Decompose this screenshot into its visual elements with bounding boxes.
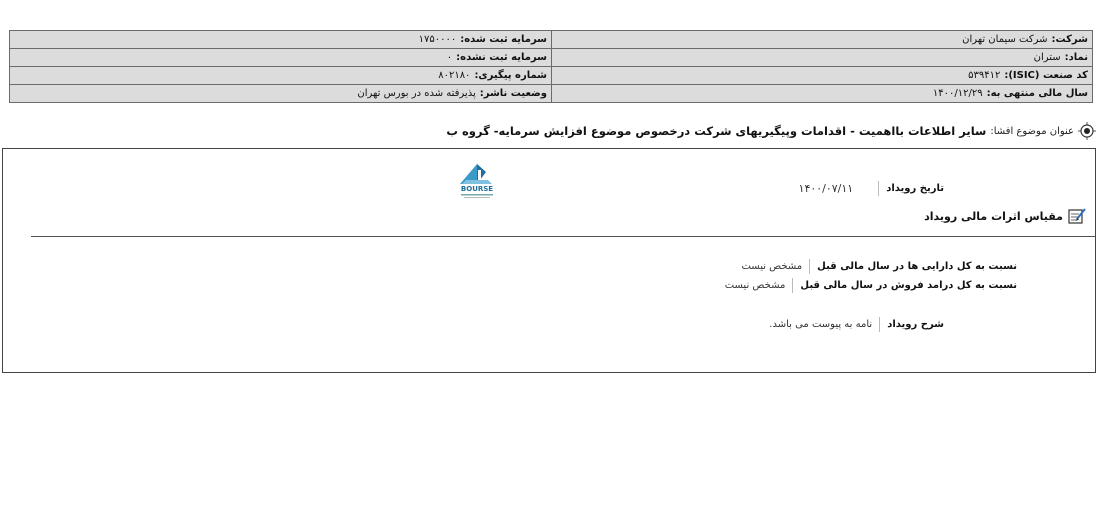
registered-capital-value: ۱۷۵۰۰۰۰ xyxy=(418,34,457,45)
event-description-label: شرح رویداد xyxy=(887,319,944,330)
isic-label: کد صنعت (ISIC): xyxy=(1004,70,1088,81)
revenue-ratio-row xyxy=(725,278,1017,293)
event-panel xyxy=(2,148,1096,373)
isic-value: ۵۳۹۴۱۲ xyxy=(968,70,1001,81)
revenue-ratio-value: مشخص نیست xyxy=(724,280,786,291)
divider xyxy=(792,278,793,293)
registered-capital-cell xyxy=(10,31,552,49)
section-divider xyxy=(31,236,1095,237)
event-date-label: تاریخ رویداد xyxy=(886,183,944,194)
revenue-ratio-label: نسبت به کل درامد فروش در سال مالی قبل xyxy=(800,280,1017,291)
event-description-row xyxy=(769,317,944,332)
info-row xyxy=(10,85,1093,103)
target-bullet-icon xyxy=(1078,122,1096,140)
fiscal-year-value: ۱۴۰۰/۱۲/۲۹ xyxy=(932,88,983,99)
isic-cell xyxy=(552,67,1093,85)
divider xyxy=(879,317,880,332)
assets-ratio-row xyxy=(741,259,1017,274)
tracking-label: شماره پیگیری: xyxy=(474,70,547,81)
disclosure-subject xyxy=(446,122,1096,140)
symbol-value: ستران xyxy=(1033,52,1061,63)
assets-ratio-label: نسبت به کل دارایی ها در سال مالی قبل xyxy=(817,261,1017,272)
tracking-value: ۸۰۲۱۸۰ xyxy=(438,70,471,81)
divider xyxy=(878,181,879,196)
fiscal-year-cell xyxy=(552,85,1093,103)
divider xyxy=(809,259,810,274)
event-date-value: ۱۴۰۰/۰۷/۱۱ xyxy=(798,182,854,195)
publisher-status-value: پذیرفته شده در بورس تهران xyxy=(357,88,476,99)
publisher-status-cell xyxy=(10,85,552,103)
symbol-cell xyxy=(552,49,1093,67)
company-info-table xyxy=(9,30,1093,103)
unregistered-capital-label: سرمایه ثبت نشده: xyxy=(456,52,547,63)
unregistered-capital-cell xyxy=(10,49,552,67)
edit-document-icon xyxy=(1067,207,1087,225)
fiscal-year-label: سال مالی منتهی به: xyxy=(986,88,1088,99)
event-date-row xyxy=(799,181,944,196)
company-label: شرکت: xyxy=(1051,34,1088,45)
section-title-text: مقیاس اثرات مالی رویداد xyxy=(924,209,1063,223)
bourse-logo-icon xyxy=(452,160,502,200)
registered-capital-label: سرمایه ثبت شده: xyxy=(460,34,547,45)
logo-text: BOURSE xyxy=(460,185,494,193)
symbol-label: نماد: xyxy=(1064,52,1088,63)
publisher-status-label: وضعیت ناشر: xyxy=(479,88,547,99)
event-description-value: نامه به پیوست می باشد. xyxy=(769,319,873,330)
info-row xyxy=(10,67,1093,85)
unregistered-capital-value: ۰ xyxy=(446,52,453,63)
tracking-cell xyxy=(10,67,552,85)
assets-ratio-value: مشخص نیست xyxy=(741,261,803,272)
info-row xyxy=(10,49,1093,67)
subject-prefix: عنوان موضوع افشا: xyxy=(990,125,1074,137)
company-value: شرکت سیمان تهران xyxy=(962,34,1048,45)
company-cell xyxy=(552,31,1093,49)
financial-impact-title xyxy=(924,207,1087,225)
info-row xyxy=(10,31,1093,49)
subject-title: سایر اطلاعات بااهمیت - اقدامات وپیگیریهای شرکت درخصوص موضوع افزایش سرمایه- گروه ب xyxy=(446,124,987,138)
